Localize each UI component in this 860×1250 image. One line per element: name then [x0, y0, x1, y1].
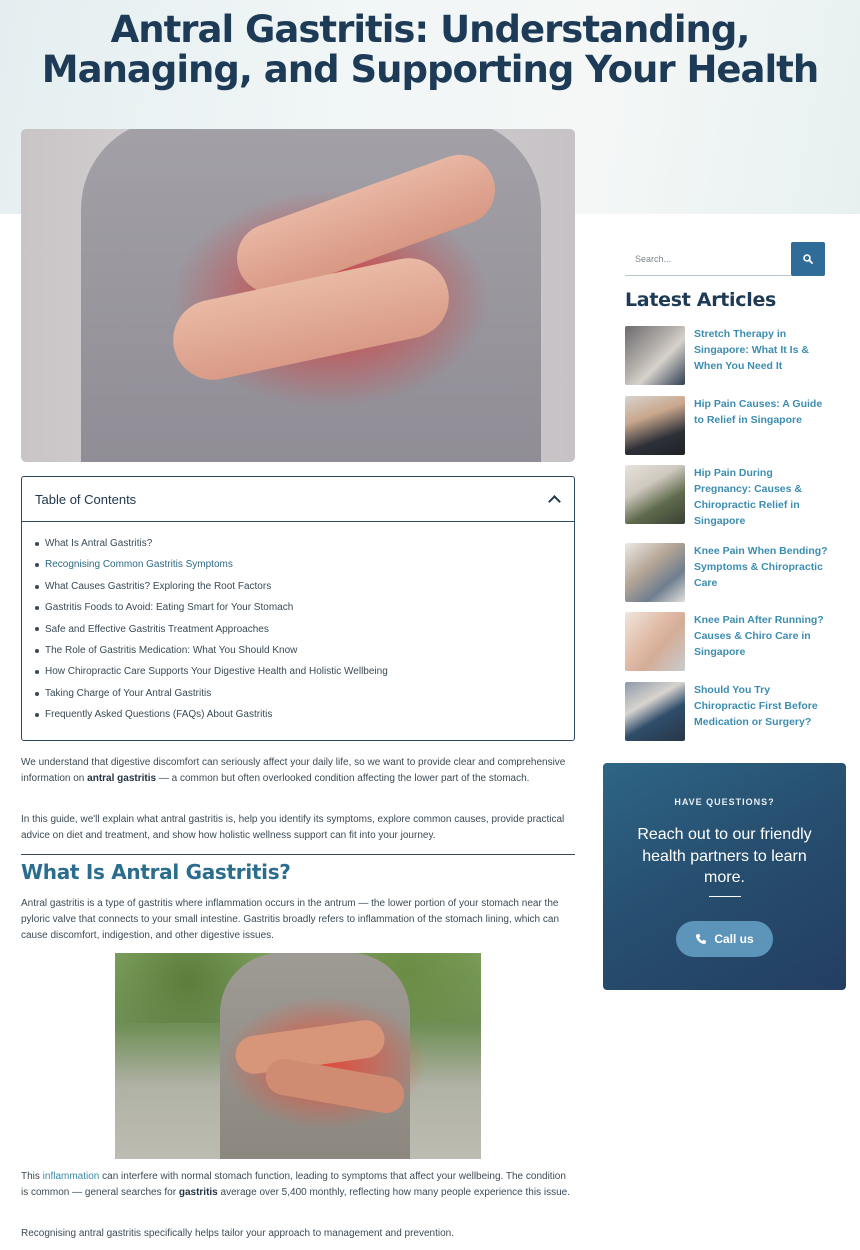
hero-image	[21, 129, 575, 462]
article-item[interactable]	[625, 326, 830, 385]
article-thumbnail[interactable]	[625, 396, 685, 455]
article-thumbnail[interactable]	[625, 682, 685, 741]
call-us-button[interactable]	[676, 921, 773, 957]
intro-bold-term: antral gastritis	[87, 773, 157, 784]
section-text: can interfere with normal stomach function, leading to symptoms that affect your wellbeing. The condition is common — general searches for	[21, 1171, 566, 1198]
section-bold-term: gastritis	[178, 1187, 218, 1198]
toc-item[interactable]	[35, 554, 574, 575]
phone-icon	[695, 933, 707, 945]
toc-item[interactable]	[35, 619, 574, 640]
article-link[interactable]: Stretch Therapy in Singapore: What It Is & When You Need It	[694, 328, 809, 372]
toc-header[interactable]	[22, 477, 574, 522]
toc-item-link[interactable]: Frequently Asked Questions (FAQs) About Gastritis	[45, 709, 273, 721]
intro-text: — a common but often overlooked condition affecting the lower part of the stomach.	[156, 773, 530, 784]
bullet-icon	[35, 713, 39, 717]
toc-item[interactable]	[35, 661, 574, 682]
toc-item-link[interactable]: The Role of Gastritis Medication: What You Should Know	[45, 645, 298, 657]
section-paragraph-3: Recognising antral gastritis specifically helps tailor your approach to management and prevention.	[21, 1228, 455, 1239]
bullet-icon	[35, 542, 39, 546]
call-us-label: Call us	[714, 932, 754, 946]
article-item[interactable]	[625, 396, 830, 455]
intro-text: We understand that digestive discomfort can seriously affect your daily life, so we want to provide clear and comprehensive information on	[21, 757, 566, 784]
toc-list	[22, 522, 574, 726]
search-button[interactable]	[791, 242, 825, 276]
toc-item[interactable]	[35, 640, 574, 661]
toc-title: Table of Contents	[35, 491, 137, 507]
cta-kicker: HAVE QUESTIONS?	[674, 797, 775, 807]
toc-item-link[interactable]: What Is Antral Gastritis?	[45, 538, 153, 549]
section-divider	[21, 854, 575, 855]
article-link[interactable]: Should You Try Chiropractic First Before Medication or Surgery?	[694, 684, 818, 728]
section-paragraph-2	[21, 1169, 575, 1201]
bullet-icon	[35, 649, 39, 653]
article-link[interactable]: Knee Pain When Bending? Symptoms & Chiropractic Care	[694, 545, 828, 589]
inflammation-link[interactable]: inflammation	[42, 1171, 100, 1182]
section-text: This	[21, 1171, 43, 1182]
toc-item-link[interactable]: Recognising Common Gastritis Symptoms	[45, 559, 233, 571]
contact-cta-card	[603, 763, 846, 990]
article-thumbnail[interactable]	[625, 543, 685, 602]
toc-item-link[interactable]: Gastritis Foods to Avoid: Eating Smart for Your Stomach	[45, 602, 294, 614]
section-paragraph-1: Antral gastritis is a type of gastritis where inflammation occurs in the antrum — the lower portion of your stomach near the pyloric valve that connects to your small intestine. Gastritis broadly refers to inflammation of the stomach lining, which can cause discomfort, indigestion, and other digestive issues.	[21, 898, 560, 941]
search-input[interactable]	[625, 242, 791, 276]
article-item[interactable]	[625, 465, 830, 529]
intro-paragraph-1	[21, 755, 575, 787]
search-icon	[803, 254, 813, 264]
cta-message: Reach out to our friendly health partners to learn more.	[637, 826, 812, 886]
article-link[interactable]: Hip Pain Causes: A Guide to Relief in Singapore	[694, 398, 823, 426]
page-title: Antral Gastritis: Understanding, Managing, and Supporting Your Health	[41, 8, 819, 91]
article-link[interactable]: Hip Pain During Pregnancy: Causes & Chiropractic Relief in Singapore	[694, 467, 802, 527]
toc-item[interactable]	[35, 704, 574, 725]
cta-divider	[709, 896, 741, 897]
toc-item-link[interactable]: Safe and Effective Gastritis Treatment Approaches	[45, 623, 269, 635]
toc-item-link[interactable]: How Chiropractic Care Supports Your Digestive Health and Holistic Wellbeing	[45, 666, 388, 678]
toc-item-link[interactable]: Taking Charge of Your Antral Gastritis	[45, 687, 212, 699]
article-thumbnail[interactable]	[625, 326, 685, 385]
section-heading: What Is Antral Gastritis?	[21, 860, 291, 884]
article-item[interactable]	[625, 682, 830, 741]
toc-item[interactable]	[35, 683, 574, 704]
bullet-icon	[35, 627, 39, 631]
search-form	[625, 242, 825, 276]
toc-item-link[interactable]: What Causes Gastritis? Exploring the Root Factors	[45, 580, 272, 592]
bullet-icon	[35, 606, 39, 610]
article-image	[115, 953, 481, 1159]
article-thumbnail[interactable]	[625, 612, 685, 671]
table-of-contents	[21, 476, 575, 741]
bullet-icon	[35, 670, 39, 674]
toc-item[interactable]	[35, 576, 574, 597]
toc-item[interactable]	[35, 533, 574, 554]
intro-paragraph-2: In this guide, we'll explain what antral gastritis is, help you identify its symptoms, explore common causes, provide practical advice on diet and treatment, and show how holistic wellness support can fit into your journey.	[21, 814, 565, 841]
latest-articles-title: Latest Articles	[625, 289, 777, 311]
bullet-icon	[35, 692, 39, 696]
article-item[interactable]	[625, 543, 830, 602]
article-thumbnail[interactable]	[625, 465, 685, 524]
article-link[interactable]: Knee Pain After Running? Causes & Chiro Care in Singapore	[694, 614, 824, 658]
section-text: average over 5,400 monthly, reflecting how many people experience this issue.	[217, 1187, 570, 1198]
article-item[interactable]	[625, 612, 830, 671]
bullet-icon	[35, 585, 39, 589]
toc-item[interactable]	[35, 597, 574, 618]
bullet-icon	[35, 563, 39, 567]
chevron-up-icon[interactable]	[548, 495, 561, 508]
